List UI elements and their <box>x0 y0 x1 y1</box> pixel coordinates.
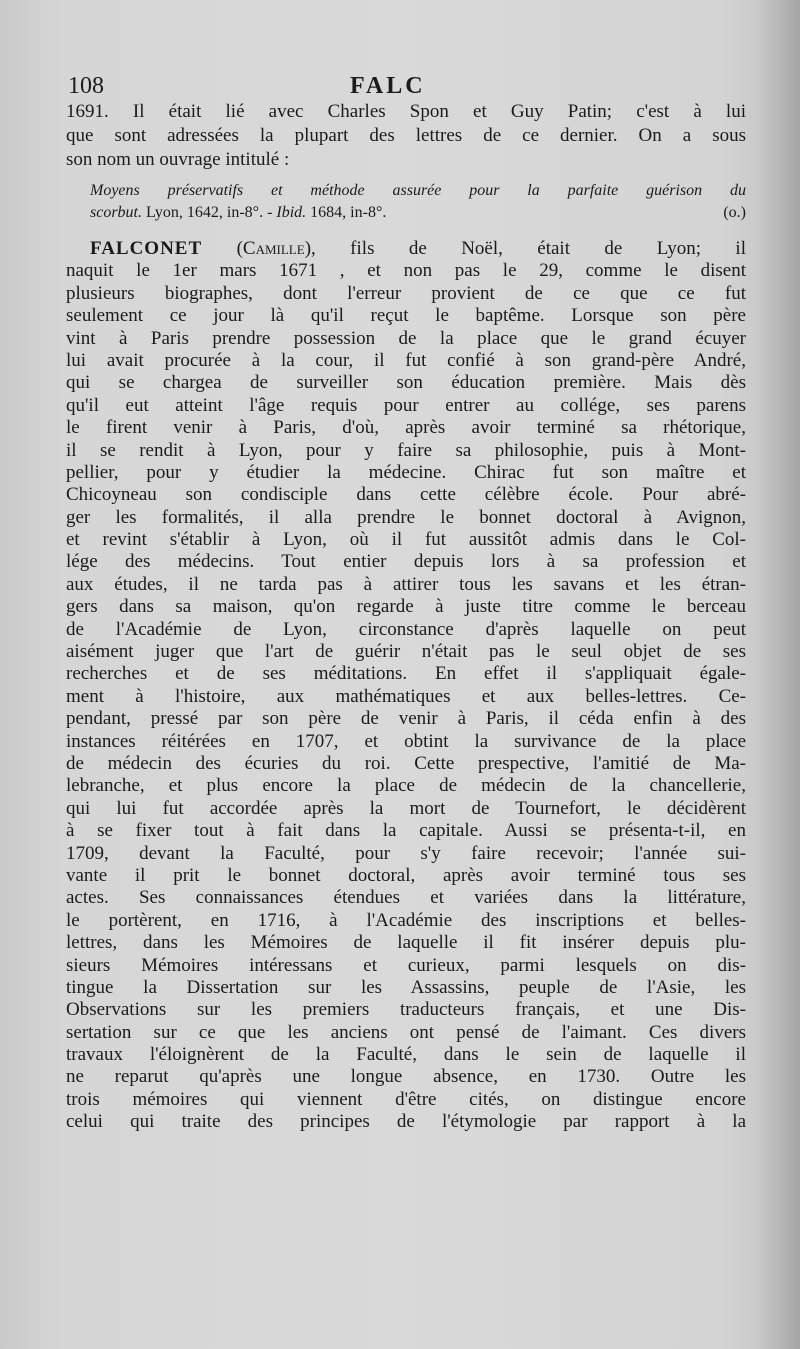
article-line: aisément juger que l'art de guérir n'était pas le seul objet de ses <box>66 641 746 663</box>
article-line: à se fixer tout à fait dans la capitale. Aussi se présenta-t-il, en <box>66 820 746 842</box>
forename <box>243 238 305 259</box>
article-line: seulement ce jour là qu'il reçut le baptême. Lorsque son père <box>66 305 746 327</box>
page-number: 108 <box>68 73 104 99</box>
article-line: Observations sur les premiers traducteurs français, et une Dis- <box>66 999 746 1021</box>
article-line: il se rendit à Lyon, pour y faire sa philosophie, puis à Mont- <box>66 439 746 461</box>
article-line: naquit le 1er mars 1671 , et non pas le 29, comme le disent <box>66 260 746 282</box>
article-line: plusieurs biographes, dont l'erreur provient de ce que ce fut <box>66 282 746 304</box>
article-line: trois mémoires qui viennent d'être cités, on distingue encore <box>66 1088 746 1110</box>
citation-line <box>90 180 746 202</box>
forename-initial: C <box>242 238 256 259</box>
article-line: ne reparut qu'après une longue absence, en 1730. Outre les <box>66 1066 746 1088</box>
article-line: le firent venir à Paris, d'où, après avoir terminé sa rhétorique, <box>66 417 746 439</box>
article-line: aux études, il ne tarda pas à attirer tous les savans et les étran- <box>66 573 746 595</box>
article-first-line: FALCONET (Camille), fils de Noël, était de Lyon; il <box>90 238 746 259</box>
intro-line: son nom un ouvrage intitulé : <box>66 149 290 170</box>
article-line: vante il prit le bonnet doctoral, après avoir terminé tous ses <box>66 864 746 886</box>
headword: FALCONET <box>90 238 203 259</box>
article-line: ger les formalités, il alla prendre le bonnet doctoral à Avignon, <box>66 506 746 528</box>
article-line: recherches et de ses méditations. En effet il s'appliquait égale- <box>66 663 746 685</box>
article-line: lebranche, et plus encore la place de médecin de la chancellerie, <box>66 775 746 797</box>
article-line: ment à l'histoire, aux mathématiques et aux belles-lettres. Ce- <box>66 685 746 707</box>
bibliographic-citation <box>90 180 746 224</box>
intro-line: que sont adressées la plupart des lettres de ce dernier. On a sous <box>66 125 746 146</box>
article-line: actes. Ses connaissances étendues et variées dans la littérature, <box>66 887 746 909</box>
article-line: de l'Académie de Lyon, circonstance d'après laquelle on peut <box>66 618 746 640</box>
forename-rest: amille <box>255 238 305 259</box>
author-signature: (o.) <box>723 204 746 221</box>
article-line: qui lui fut accordée après la mort de Tournefort, le décidèrent <box>66 797 746 819</box>
first-line-text: ), fils de Noël, était de Lyon; il <box>304 238 746 259</box>
citation-ibid: Ibid. <box>276 204 307 221</box>
article-line: travaux l'éloignèrent de la Faculté, dans le sein de laquelle il <box>66 1044 746 1066</box>
intro-line: 1691. Il était lié avec Charles Spon et Guy Patin; c'est à lui <box>66 101 746 122</box>
citation-imprint: Lyon, 1642, in-8°. - <box>142 204 277 221</box>
article-line: de médecin des écuries du roi. Cette prespective, l'amitié de Ma- <box>66 752 746 774</box>
citation-imprint-2: 1684, in-8°. <box>306 204 387 221</box>
citation-line <box>90 202 746 224</box>
article-line: qui se chargea de surveiller son éducation première. Mais dès <box>66 372 746 394</box>
intro-paragraph <box>66 100 746 172</box>
article-line: vint à Paris prendre possession de la place que le grand écuyer <box>66 327 746 349</box>
article-line: tingue la Dissertation sur les Assassins, peuple de l'Asie, les <box>66 976 746 998</box>
article-falconet <box>66 238 746 1134</box>
article-line: pendant, pressé par son père de venir à Paris, il céda enfin à des <box>66 708 746 730</box>
article-body <box>66 260 746 1133</box>
article-line: celui qui traite des principes de l'étymologie par rapport à la <box>66 1111 746 1133</box>
running-title: FALC <box>350 73 426 99</box>
article-line: sieurs Mémoires intéressans et curieux, parmi lesquels on dis- <box>66 954 746 976</box>
article-line: Chicoyneau son condisciple dans cette célèbre école. Pour abré- <box>66 484 746 506</box>
article-line: qu'il eut atteint l'âge requis pour entrer au collége, ses parens <box>66 394 746 416</box>
article-line: le portèrent, en 1716, à l'Académie des inscriptions et belles- <box>66 909 746 931</box>
article-line: sertation sur ce que les anciens ont pensé de l'aimant. Ces divers <box>66 1021 746 1043</box>
text-block <box>66 100 746 1134</box>
article-line: lettres, dans les Mémoires de laquelle il fit insérer depuis plu- <box>66 932 746 954</box>
article-line: lui avait procurée à la cour, il fut confié à son grand-père André, <box>66 349 746 371</box>
article-line: instances réitérées en 1707, et obtint la survivance de la place <box>66 730 746 752</box>
article-line: 1709, devant la Faculté, pour s'y faire recevoir; l'année sui- <box>66 842 746 864</box>
article-line: pellier, pour y étudier la médecine. Chirac fut son maître et <box>66 461 746 483</box>
article-line: et revint s'établir à Lyon, où il fut aussitôt admis dans le Col- <box>66 529 746 551</box>
article-line: lége des médecins. Tout entier depuis lors à sa profession et <box>66 551 746 573</box>
article-line: gers dans sa maison, qu'on regarde à juste titre comme le berceau <box>66 596 746 618</box>
running-head <box>68 68 744 104</box>
citation-title-end: scorbut. <box>90 204 142 221</box>
citation-title: Moyens préservatifs et méthode assurée pour la parfaite guérison du <box>90 182 746 199</box>
